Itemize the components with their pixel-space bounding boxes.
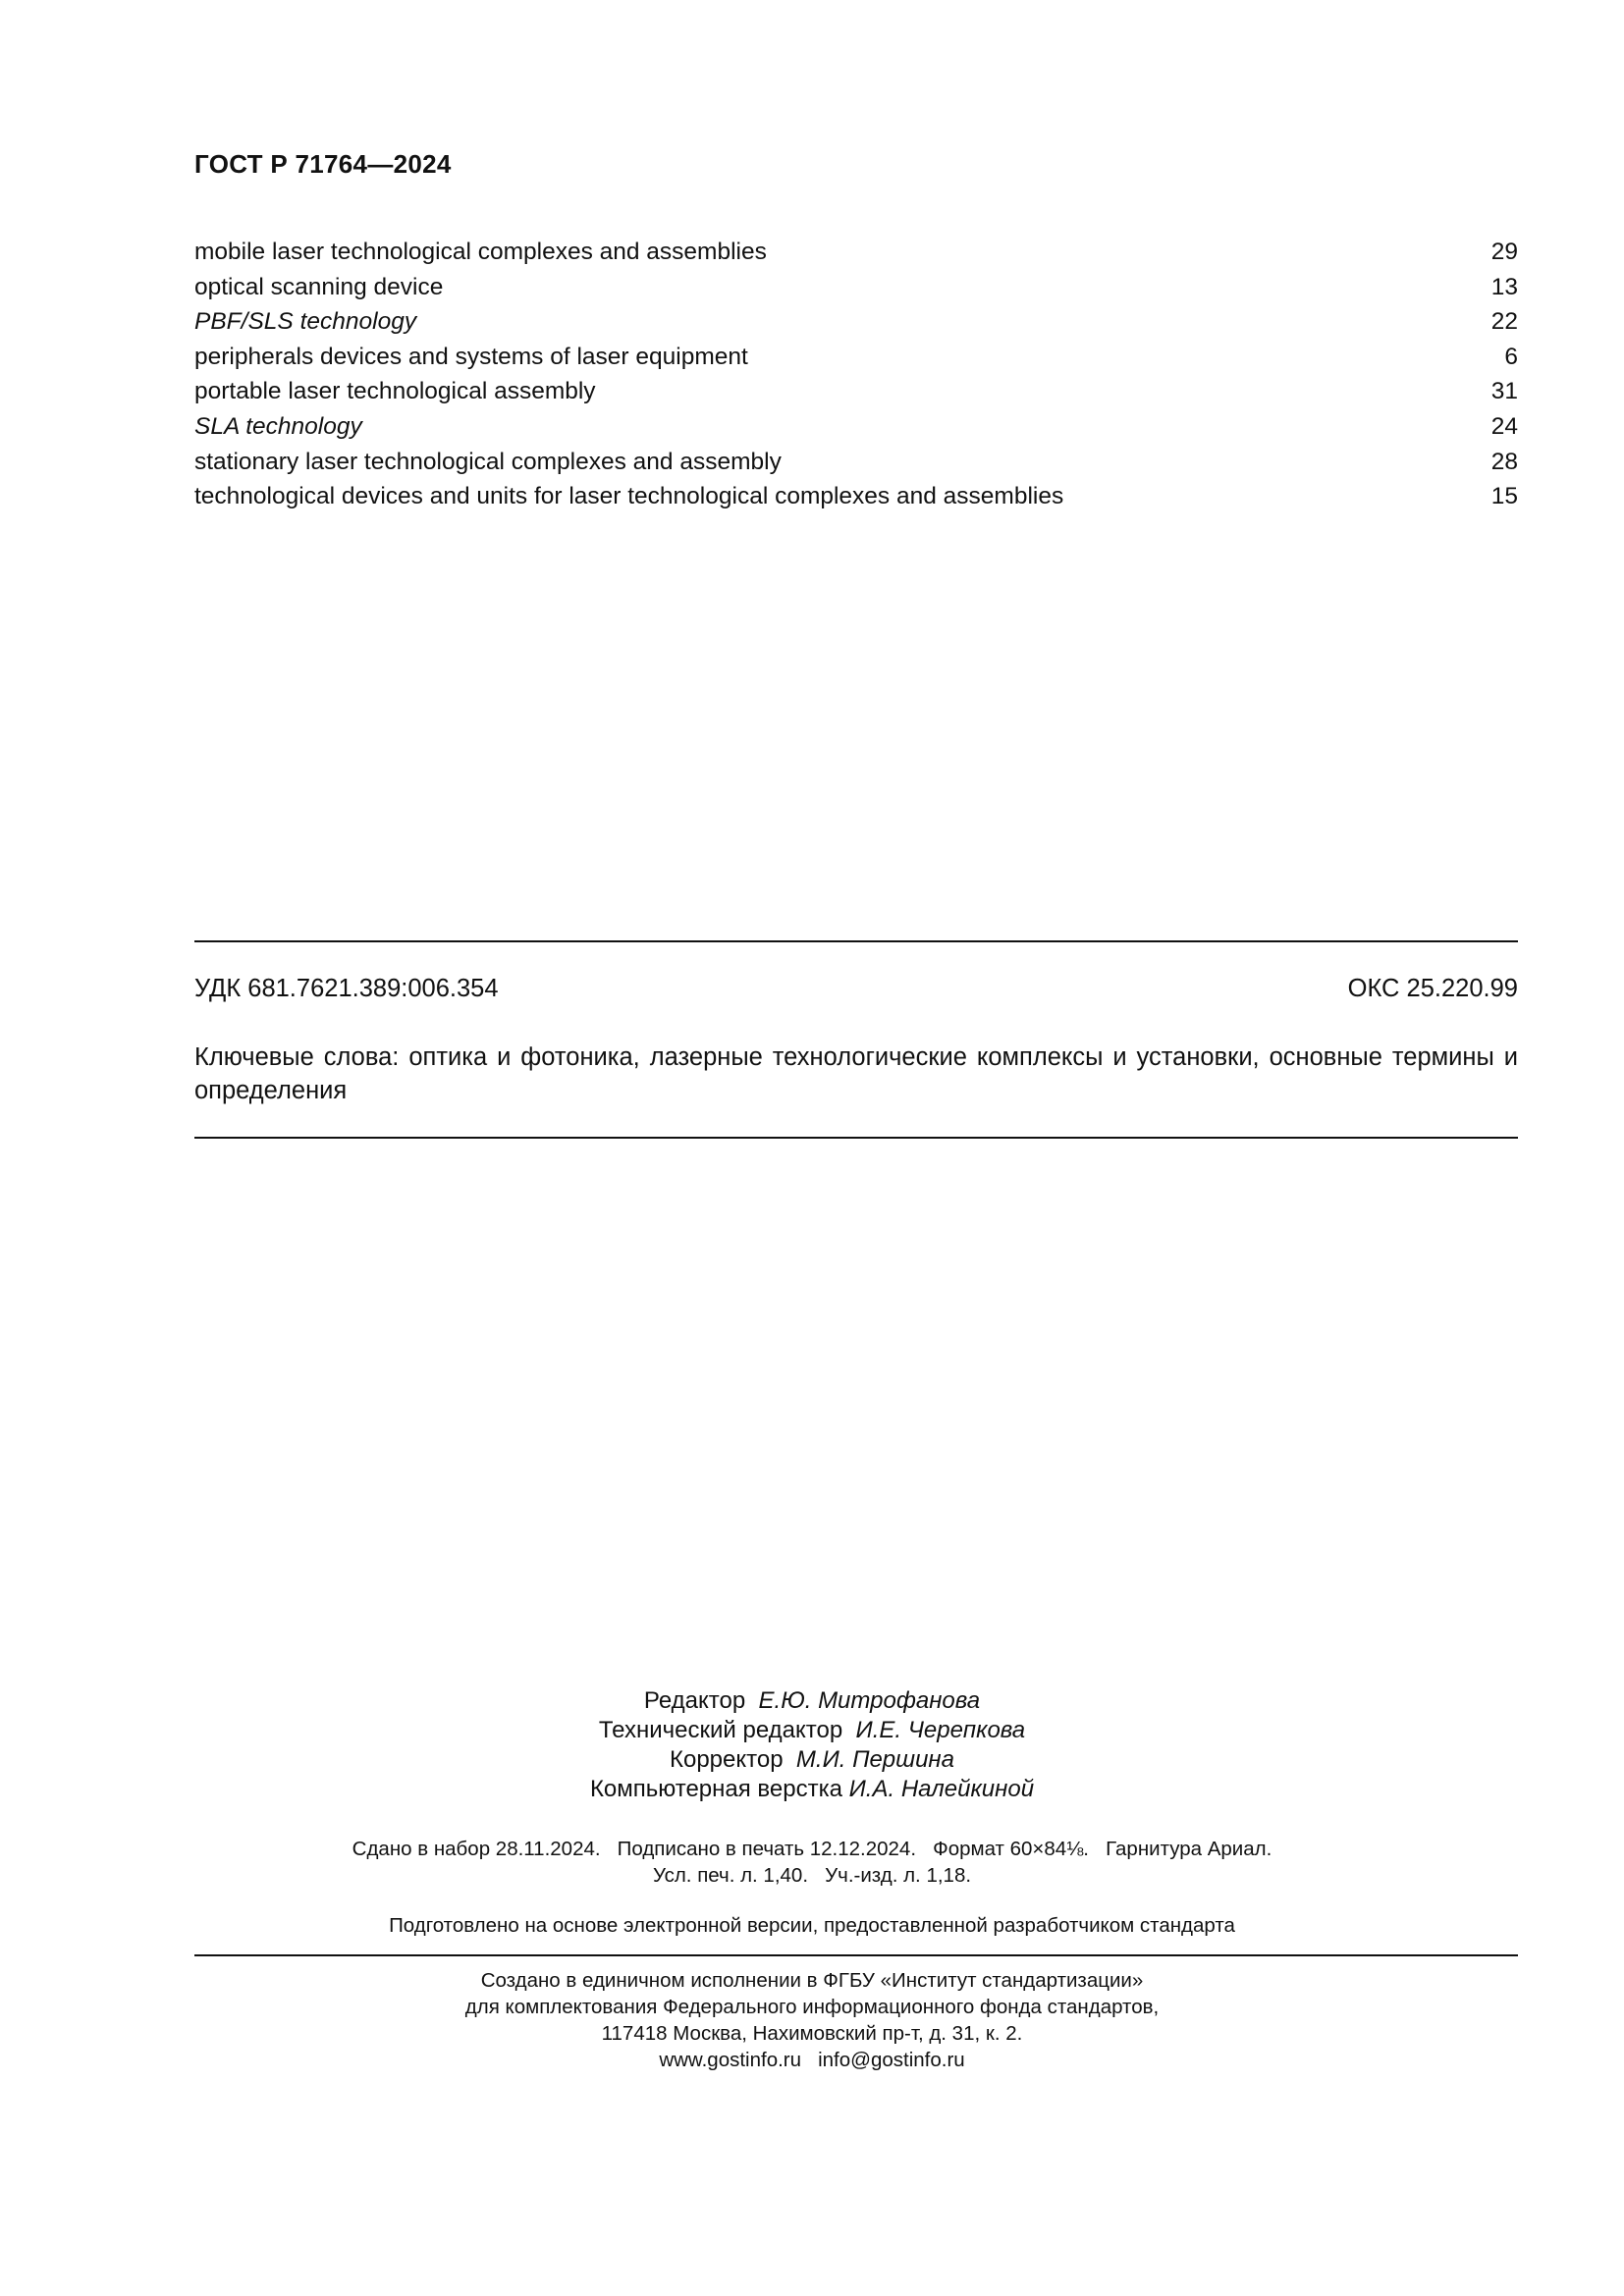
index-page-number: 13 [1490,273,1518,300]
index-row [194,304,1518,340]
index-row [194,235,1518,270]
index-page-number: 29 [1490,239,1518,265]
index-row [194,409,1518,445]
index-term: optical scanning device [194,273,444,300]
index-term: PBF/SLS technology [194,308,417,336]
index-row [194,445,1518,480]
publisher-info [0,1967,1624,2073]
divider-middle [194,1137,1518,1139]
staff-line [0,1745,1624,1775]
print-info-line: Усл. печ. л. 1,40. Уч.-изд. л. 1,18. [652,1864,972,1887]
staff-name: Е.Ю. Митрофанова [758,1687,981,1714]
staff-line [0,1716,1624,1745]
divider-top [194,940,1518,942]
index-page-number: 6 [1504,343,1518,370]
publisher-line: Создано в единичном исполнении в ФГБУ «Институт стандартизации» [480,1969,1144,1992]
index-term: SLA technology [194,412,362,440]
index-page-number: 31 [1490,378,1518,405]
index-term: mobile laser technological complexes and assemblies [194,239,767,265]
index-term: portable laser technological assembly [194,378,596,405]
index-page-number: 24 [1490,412,1518,440]
staff-name: И.Е. Черепкова [855,1717,1026,1743]
staff-name: И.А. Налейкиной [848,1776,1035,1802]
print-info [0,1836,1624,1889]
prepared-note [0,1912,1624,1939]
classification-codes [194,975,1518,1003]
term-index-list [194,235,1518,514]
staff-name: М.И. Першина [795,1746,954,1773]
document-code: ГОСТ Р 71764—2024 [194,149,452,179]
index-row [194,270,1518,305]
index-term: technological devices and units for laser technological complexes and assemblies [194,483,1064,510]
staff-line [0,1775,1624,1804]
staff-role: Корректор [670,1746,784,1773]
publisher-contacts: www.gostinfo.ru info@gostinfo.ru [659,2049,965,2071]
divider-bottom [194,1954,1518,1956]
print-info-line: Сдано в набор 28.11.2024. Подписано в печать 12.12.2024. Формат 60×84⅛. Гарнитура Ариал. [352,1838,1272,1860]
index-page-number: 28 [1490,448,1518,475]
staff-line [0,1686,1624,1716]
index-page-number: 22 [1490,308,1518,336]
index-term: peripherals devices and systems of laser equipment [194,343,748,370]
prepared-note-text: Подготовлено на основе электронной версии, предоставленной разработчиком стандарта [389,1914,1235,1937]
index-row [194,479,1518,514]
keywords-paragraph: Ключевые слова: оптика и фотоника, лазерные технологические комплексы и установки, основные термины и определения [194,1043,1518,1104]
udc-code: УДК 681.7621.389:006.354 [194,975,499,1002]
oks-code: ОКС 25.220.99 [1347,975,1518,1002]
staff-role: Компьютерная верстка [589,1776,842,1802]
publisher-line: для комплектования Федерального информационного фонда стандартов, [464,1996,1160,2018]
staff-role: Редактор [643,1687,746,1714]
publisher-line: 117418 Москва, Нахимовский пр-т, д. 31, к. 2. [601,2022,1023,2045]
index-term: stationary laser technological complexes and assembly [194,448,782,475]
index-row [194,374,1518,409]
editorial-staff [0,1686,1624,1804]
index-page-number: 15 [1490,483,1518,510]
index-row [194,340,1518,375]
staff-role: Технический редактор [598,1717,843,1743]
